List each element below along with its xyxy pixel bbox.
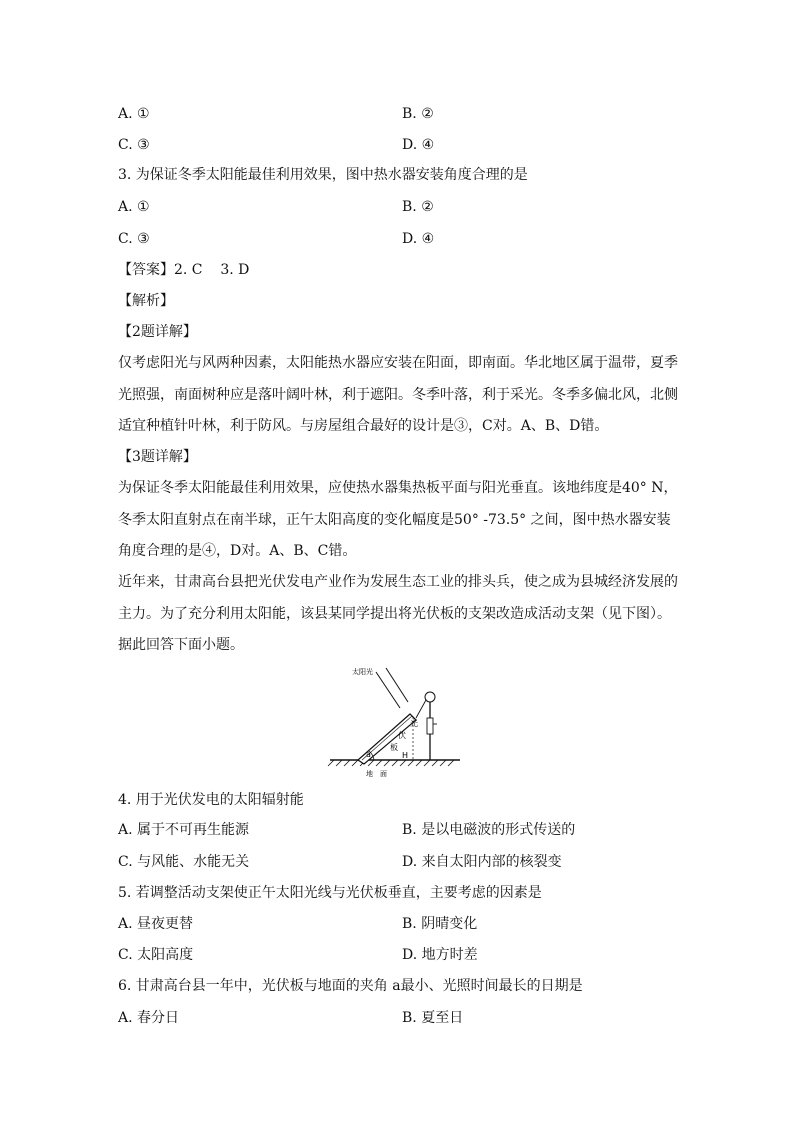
q3-option-c: C. ③ <box>118 231 150 247</box>
q2-option-b: B. ② <box>402 106 434 122</box>
intro-passage: 近年来，甘肃高台县把光伏发电产业作为发展生态工业的排头兵，使之成为县城经济发展的主力。为了充分利用太阳能，该县某同学提出将光伏板的支架改造成活动支架（见下图）。据此回答下面小题。 <box>118 574 678 653</box>
panel-label-1: 光 <box>410 719 418 728</box>
q2-detail-heading: 【2题详解】 <box>118 324 197 340</box>
ground-label: 地 面 <box>366 770 387 778</box>
q3-option-d: D. ④ <box>402 231 435 247</box>
q6-option-b: B. 夏至日 <box>402 1010 464 1026</box>
q2-option-d: D. ④ <box>402 137 435 153</box>
pv-panel-figure <box>326 660 466 778</box>
q5-option-c: C. 太阳高度 <box>118 947 194 963</box>
q3-option-a: A. ① <box>118 199 150 215</box>
q4-stem: 4. 用于光伏发电的太阳辐射能 <box>118 792 304 808</box>
q3-detail-heading: 【3题详解】 <box>118 449 197 465</box>
q2-option-a: A. ① <box>118 106 150 122</box>
ground-hatching <box>328 760 454 766</box>
panel-label-2: 伏 <box>398 731 406 740</box>
height-label: H <box>402 751 409 760</box>
q3-stem: 3. 为保证冬季太阳能最佳利用效果，图中热水器安装角度合理的是 <box>118 167 528 183</box>
q2-option-c: C. ③ <box>118 137 150 153</box>
adjuster-block <box>427 718 433 734</box>
q4-option-d: D. 来自太阳内部的核裂变 <box>402 854 562 870</box>
answer-line: 【答案】2. C 3. D <box>118 262 250 278</box>
q5-option-d: D. 地方时差 <box>402 947 478 963</box>
panel-label-3: 板 <box>390 743 398 752</box>
q5-stem: 5. 若调整活动支架使正午太阳光线与光伏板垂直，主要考虑的因素是 <box>118 885 542 901</box>
q4-option-b: B. 是以电磁波的形式传送的 <box>402 822 576 838</box>
sunlight-label: 太阳光 <box>352 668 373 676</box>
q6-stem: 6. 甘肃高台县一年中，光伏板与地面的夹角 a最小、光照时间最长的日期是 <box>118 978 583 994</box>
q6-option-a: A. 春分日 <box>118 1010 180 1026</box>
q4-option-a: A. 属于不可再生能源 <box>118 822 250 838</box>
sunlight-ray-2 <box>386 668 408 702</box>
q2-detail-text: 仅考虑阳光与风两种因素，太阳能热水器应安装在阳面，即南面。华北地区属于温带，夏季光照强，南面树种应是落叶阔叶林，利于遮阳。冬季叶落，利于采光。冬季多偏北风，北侧适宜种植针叶林，利于防风。与房屋组合最好的设计是③，C对。A、B、D错。 <box>118 355 678 434</box>
pulley-wheel <box>425 692 435 702</box>
q4-option-c: C. 与风能、水能无关 <box>118 854 250 870</box>
q5-option-a: A. 昼夜更替 <box>118 916 194 932</box>
q5-option-b: B. 阴晴变化 <box>402 916 478 932</box>
q3-detail-text: 为保证冬季太阳能最佳利用效果，应使热水器集热板平面与阳光垂直。该地纬度是40° N，冬季太阳直射点在南半球，正午太阳高度的变化幅度是50° -73.5° 之间，图中热水器安装角度合理的是④，D对。A、B、C错。 <box>118 480 678 559</box>
analysis-heading: 【解析】 <box>118 293 174 309</box>
q3-option-b: B. ② <box>402 199 434 215</box>
sunlight-ray-1 <box>376 672 400 708</box>
support-link <box>416 700 426 718</box>
angle-label: a <box>366 750 371 759</box>
